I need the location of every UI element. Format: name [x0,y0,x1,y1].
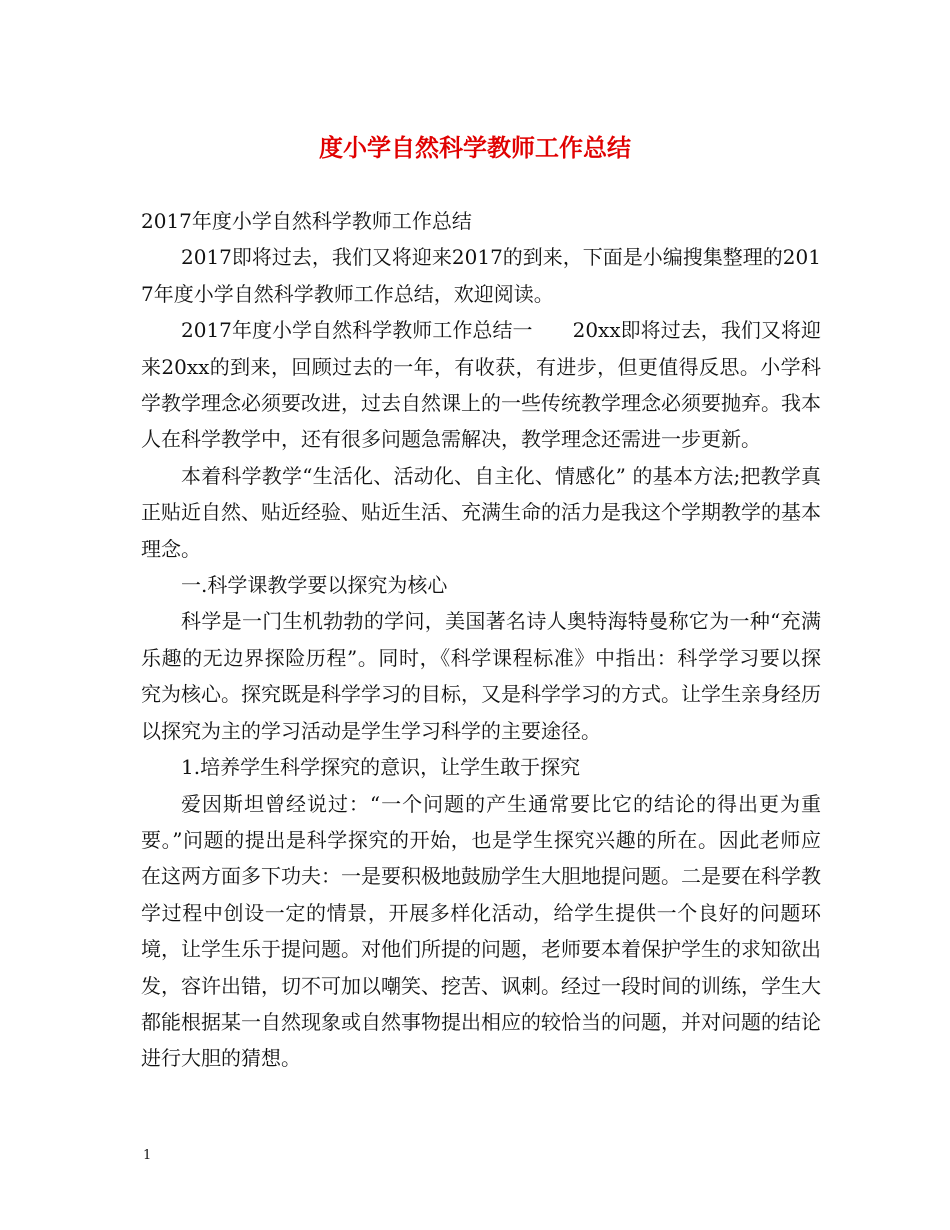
paragraph-einstein-quote: 爱因斯坦曾经说过：“一个问题的产生通常要比它的结论的得出更为重要。”问题的提出是科学探究的开始，也是学生探究兴趣的所在。因此老师应在这两方面多下功夫：一是要积极地鼓励学生大胆地提问题。二是要在科学教学过程中创设一定的情景，开展多样化活动，给学生提供一个良好的问题环境，让学生乐于提问题。对他们所提的问题，老师要本着保护学生的求知欲出发，容许出错，切不可加以嘲笑、挖苦、讽刺。经过一段时间的训练，学生大都能根据某一自然现象或自然事物提出相应的较恰当的问题，并对问题的结论进行大胆的猜想。 [141,791,821,1071]
section-heading-inquiry-core: 一.科学课教学要以探究为核心 [181,573,448,598]
subsection-heading-inquiry-awareness: 1.培养学生科学探究的意识，让学生敢于探究 [181,755,581,780]
paragraph-teaching-method: 本着科学教学“生活化、活动化、自主化、情感化” 的基本方法;把教学真正贴近自然、贴近经验、贴近生活、充满生命的活力是我这个学期教学的基本理念。 [141,463,821,561]
paragraph-science-inquiry: 科学是一门生机勃勃的学问，美国著名诗人奥特海特曼称它为一种“充满乐趣的无边界探险历程”。同时，《科学课程标准》中指出：科学学习要以探究为核心。探究既是科学学习的目标，又是科学学习的方式。让学生亲身经历以探究为主的学习活动是学生学习科学的主要途径。 [141,609,821,743]
page-number: 1 [143,1148,152,1163]
paragraph-intro: 2017即将过去，我们又将迎来2017的到来，下面是小编搜集整理的2017年度小学自然科学教师工作总结，欢迎阅读。 [141,245,821,306]
document-title: 度小学自然科学教师工作总结 [319,134,631,162]
document-body [141,203,821,1077]
paragraph-summary-one: 2017年度小学自然科学教师工作总结一 20xx即将过去，我们又将迎来20xx的到来，回顾过去的一年，有收获，有进步，但更值得反思。小学科学教学理念必须要改进，过去自然课上的一些传统教学理念必须要抛弃。我本人在科学教学中，还有很多问题急需解决，教学理念还需进一步更新。 [141,318,821,452]
paragraph-subtitle: 2017年度小学自然科学教师工作总结 [141,209,472,233]
